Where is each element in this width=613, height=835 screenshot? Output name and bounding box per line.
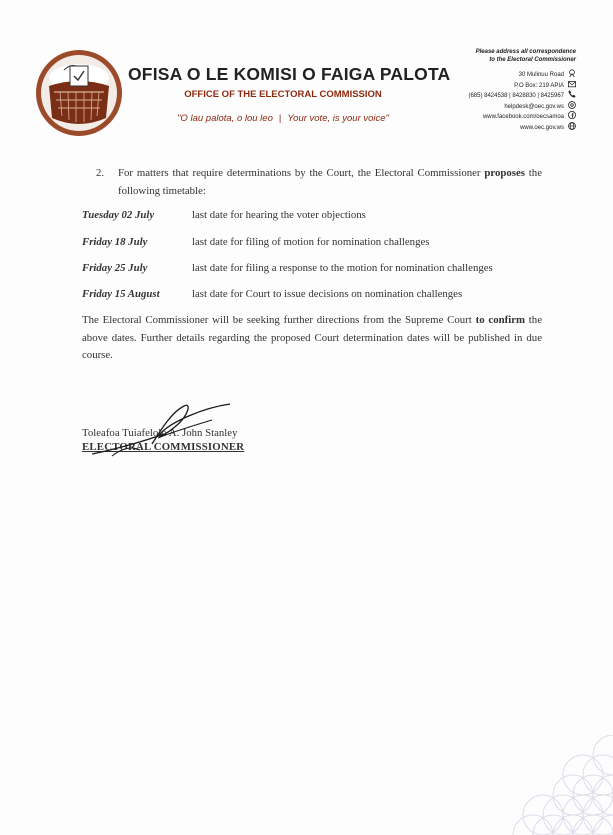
closing-tail: the above dates. Further details regarding the proposed Court determination dates will be published in due course. [82, 314, 542, 361]
paragraph-2-text [118, 165, 542, 200]
globe-icon [568, 122, 576, 130]
at-icon [568, 101, 576, 109]
signatory-name: Toleafoa Tuiafelolo A. John Stanley [82, 427, 238, 439]
paragraph-2-lead: For matters that require determinations by the Court, the Electoral Commissioner [118, 167, 485, 179]
timetable-event: last date for hearing the voter objections [192, 209, 366, 221]
contact-phone [468, 90, 576, 101]
handwritten-signature [92, 398, 242, 460]
motto-separator: | [278, 113, 282, 124]
decorative-pattern [443, 735, 613, 835]
paragraph-2-tail: the following timetable: [118, 167, 542, 197]
location-icon [568, 69, 576, 77]
timetable-row [82, 236, 552, 252]
timetable-event: last date for Court to issue decisions on nomination challenges [192, 288, 463, 300]
timetable-event: last date for filing a response to the motion for nomination challenges [192, 262, 493, 274]
contact-po-box [468, 80, 576, 91]
timetable-row [82, 262, 552, 278]
timetable-date: Friday 18 July [82, 236, 148, 248]
timetable-date: Friday 15 August [82, 288, 160, 300]
signatory-title: ELECTORAL COMMISSIONER [82, 441, 245, 453]
timetable-row [82, 288, 552, 304]
mail-icon [568, 80, 576, 88]
contact-facebook [468, 111, 576, 122]
facebook-text: www.facebook.com/oecsamoa [482, 114, 564, 120]
contact-website [468, 122, 576, 133]
motto [138, 113, 428, 124]
motto-english: Your vote, is your voice" [287, 113, 389, 124]
paragraph-2-bold: proposes [484, 167, 525, 179]
timetable-row [82, 209, 552, 225]
office-subtitle: OFFICE OF THE ELECTORAL COMMISSION [184, 89, 382, 100]
contact-address [468, 69, 576, 80]
timetable-date: Friday 25 July [82, 262, 148, 274]
correspondence-note-line2: to the Electoral Commissioner [489, 57, 576, 63]
email-text: helpdesk@oec.gov.ws [504, 103, 564, 110]
timetable-event: last date for filing of motion for nomination challenges [192, 236, 430, 248]
po-box-text: P.O Box: 219 APIA [514, 82, 564, 89]
timetable-date: Tuesday 02 July [82, 209, 155, 221]
commission-logo [34, 48, 124, 138]
phone-text: (685) 8424538 | 8428830 | 8425967 [468, 93, 564, 99]
paragraph-2 [96, 165, 542, 200]
address-text: 30 Mulinuu Road [518, 72, 564, 78]
paragraph-number: 2. [96, 167, 105, 179]
correspondence-note-line1: Please address all correspondence [475, 49, 576, 55]
closing-bold: to confirm [475, 314, 525, 326]
contact-block [468, 48, 576, 132]
website-text: www.oec.gov.ws [520, 124, 564, 131]
motto-samoan: "O lau palota, o lou leo [177, 113, 273, 124]
closing-paragraph [82, 312, 542, 365]
closing-lead: The Electoral Commissioner will be seeking further directions from the Supreme Court [82, 314, 476, 326]
phone-icon [568, 90, 576, 98]
contact-email [468, 101, 576, 112]
office-title: OFISA O LE KOMISI O FAIGA PALOTA [128, 64, 451, 84]
facebook-icon [568, 111, 576, 119]
